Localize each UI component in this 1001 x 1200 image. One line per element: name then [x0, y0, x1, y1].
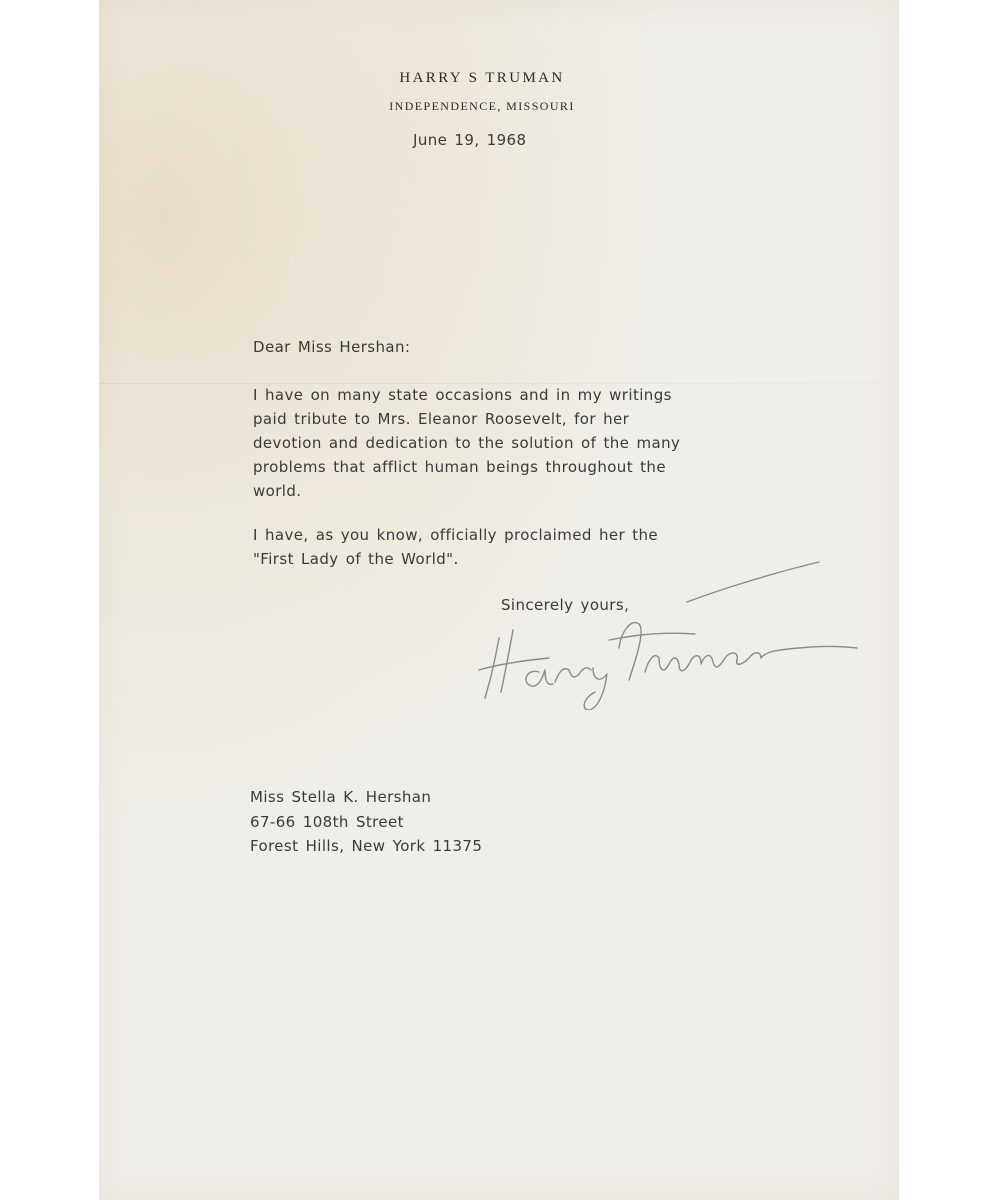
paragraph-line: paid tribute to Mrs. Eleanor Roosevelt, for her — [253, 410, 630, 428]
handwritten-signature — [469, 560, 859, 710]
letter-date: June 19, 1968 — [413, 131, 527, 149]
paragraph-line: I have on many state occasions and in my writings — [253, 386, 672, 404]
paragraph-line: "First Lady of the World". — [253, 550, 459, 568]
paragraph-line: devotion and dedication to the solution of the many — [253, 434, 681, 452]
salutation: Dear Miss Hershan: — [253, 338, 411, 356]
address-line: 67-66 108th Street — [250, 812, 404, 831]
address-line: Forest Hills, New York 11375 — [250, 837, 483, 855]
body-paragraph-1 — [253, 383, 680, 503]
letterhead-place: INDEPENDENCE, MISSOURI — [389, 99, 575, 113]
address-line: Miss Stella K. Hershan — [250, 788, 432, 806]
letter-paper — [99, 0, 899, 1200]
recipient-address — [250, 785, 482, 859]
closing: Sincerely yours, — [501, 596, 630, 614]
paragraph-line: problems that afflict human beings throughout the — [253, 458, 666, 476]
paragraph-line: world. — [253, 482, 302, 500]
paragraph-line: I have, as you know, officially proclaimed her the — [253, 526, 659, 544]
letterhead-name: HARRY S TRUMAN — [399, 70, 565, 86]
